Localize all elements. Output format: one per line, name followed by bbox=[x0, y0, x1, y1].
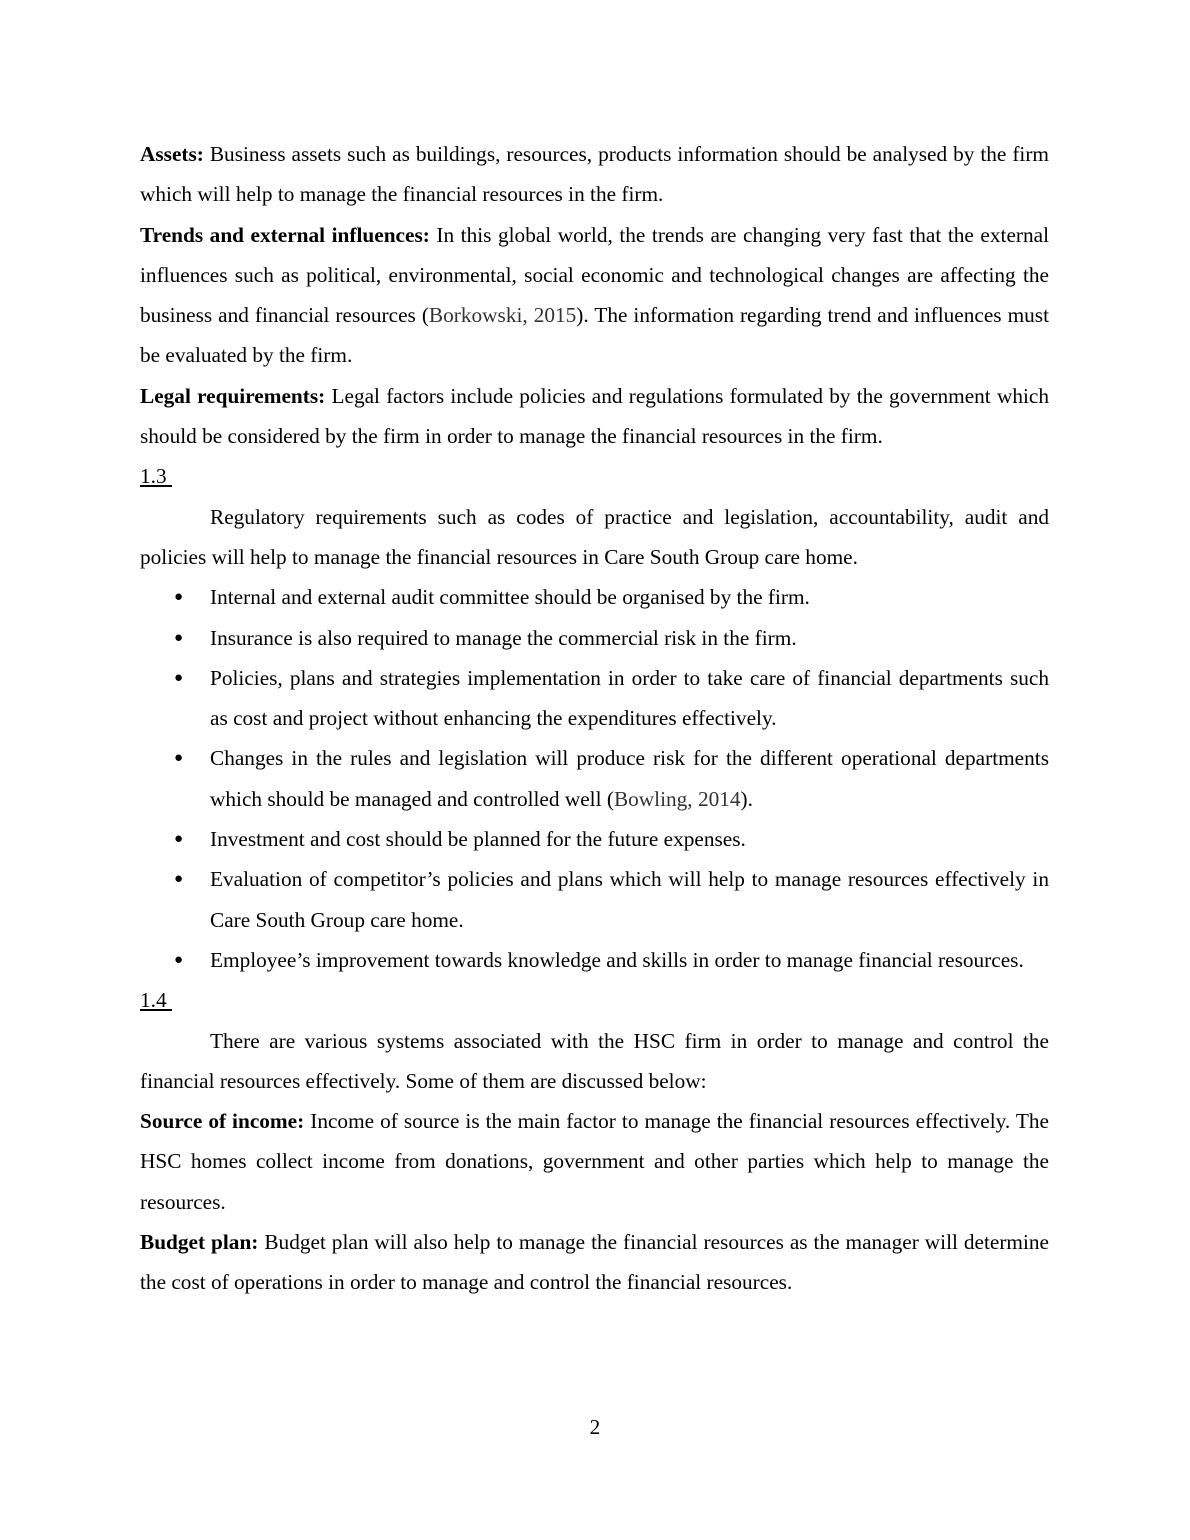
budget-plan-paragraph: Budget plan: Budget plan will also help to manage the financial resources as the manager will determine the cost of operations in order to manage and control the financial resources. bbox=[140, 1230, 1049, 1295]
bullet-icon: ● bbox=[174, 831, 184, 848]
citation-borkowski: Borkowski, 2015 bbox=[428, 303, 577, 328]
legal-label: Legal requirements: bbox=[140, 383, 326, 408]
source-of-income-paragraph: Source of income: Income of source is the main factor to manage the financial resources effectively. The HSC homes collect income from donations, government and other parties which help to manage the resources. bbox=[140, 1109, 1049, 1214]
bullet-icon: ● bbox=[174, 589, 184, 606]
legal-paragraph: Legal requirements: Legal factors include policies and regulations formulated by the government which should be considered by the firm in order to manage the financial resources in the firm. bbox=[140, 383, 1050, 449]
list-item: ● Policies, plans and strategies implementation in order to take care of financial departments such as cost and project without enhancing the expenditures effectively. bbox=[140, 658, 1049, 739]
bullet-icon: ● bbox=[174, 629, 184, 646]
assets-label: Assets: bbox=[140, 142, 204, 166]
list-item: ● Changes in the rules and legislation will produce risk for the different operational departments which should be managed and controlled well (Bowling, 2014). bbox=[140, 738, 1049, 819]
section-1-4-intro: There are various systems associated with the HSC firm in order to manage and control the financial resources effectively. Some of them are discussed below: bbox=[140, 1028, 1049, 1093]
source-of-income-label: Source of income: bbox=[140, 1109, 305, 1134]
section-heading-1-4: 1.4 bbox=[140, 988, 172, 1013]
trends-label: Trends and external influences: bbox=[140, 222, 430, 247]
citation-bowling: Bowling, 2014 bbox=[613, 786, 741, 811]
bullet-icon: ● bbox=[174, 750, 184, 767]
section-1-3-intro: Regulatory requirements such as codes of practice and legislation, accountability, audit and policies will help to manage the financial resources in Care South Group care home. bbox=[140, 504, 1049, 569]
list-item: ● Investment and cost should be planned for the future expenses. bbox=[140, 819, 1049, 859]
bullet-icon: ● bbox=[174, 871, 184, 888]
bullet-icon: ● bbox=[174, 669, 184, 686]
page-number: 2 bbox=[589, 1415, 601, 1439]
bullet-icon: ● bbox=[174, 951, 184, 968]
section-heading-1-3: 1.3 bbox=[140, 464, 172, 489]
budget-plan-label: Budget plan: bbox=[140, 1230, 259, 1255]
list-item: ● Insurance is also required to manage the commercial risk in the firm. bbox=[140, 618, 1049, 658]
trends-paragraph: Trends and external influences: In this global world, the trends are changing very fast that the external influences such as political, environmental, social economic and technological changes are affecting the business and financial resources (Borkowski, 2015). The information regarding trend and influences must be evaluated by the firm. bbox=[140, 222, 1050, 368]
assets-paragraph: Assets: Business assets such as buildings, resources, products information should be analysed by the firm which will help to manage the financial resources in the firm. bbox=[140, 142, 1049, 207]
document-page bbox=[140, 134, 1049, 1303]
list-item: ● Evaluation of competitor’s policies and plans which will help to manage resources effectively in Care South Group care home. bbox=[140, 859, 1049, 940]
list-item: ● Internal and external audit committee should be organised by the firm. bbox=[140, 577, 1049, 617]
list-item: ● Employee’s improvement towards knowledge and skills in order to manage financial resources. bbox=[140, 940, 1049, 980]
regulatory-bullet-list bbox=[140, 577, 1049, 980]
